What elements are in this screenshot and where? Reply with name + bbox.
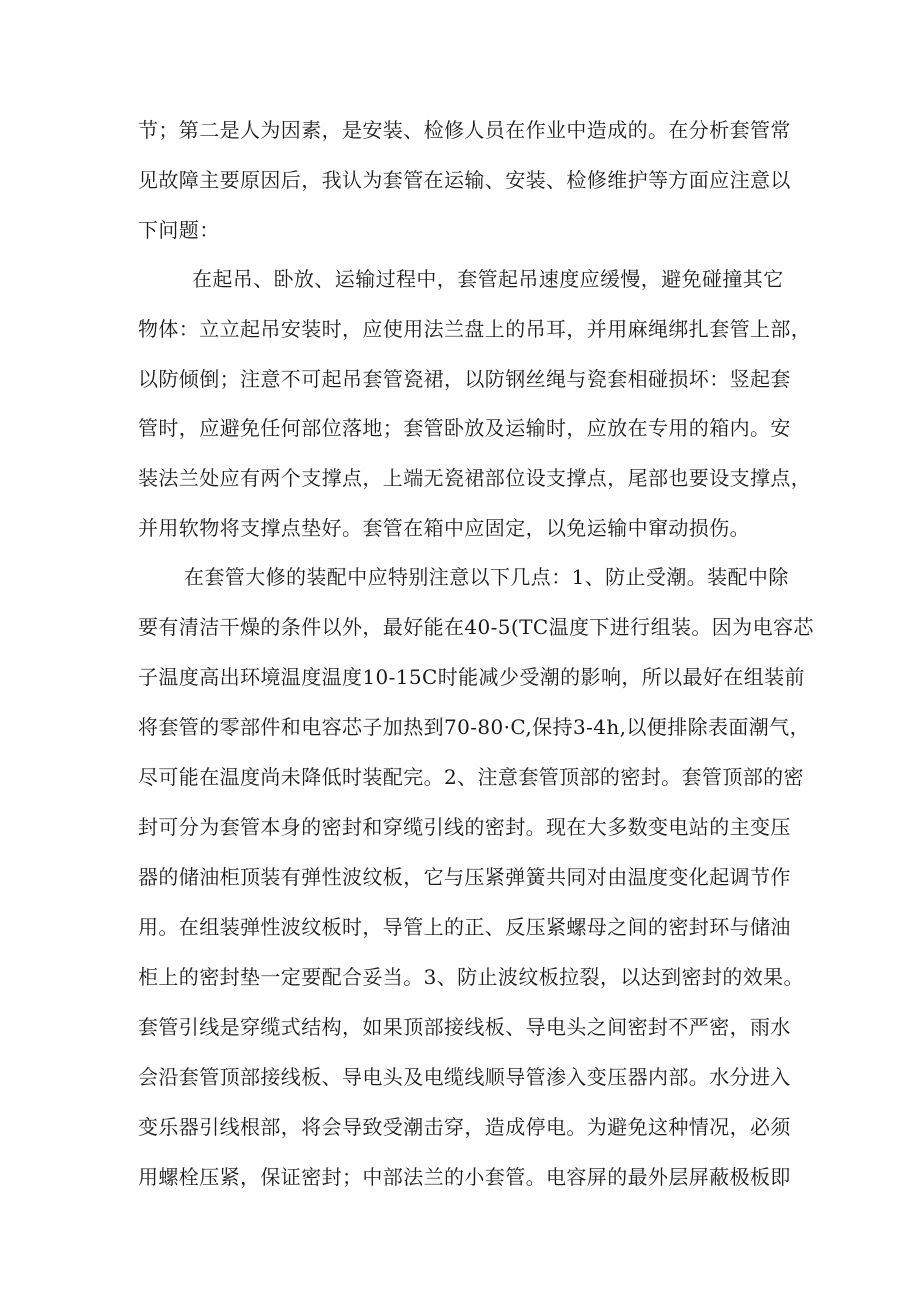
text-line: 管时，应避免任何部位落地；套管卧放及运输时，应放在专用的箱内。安 — [138, 416, 791, 440]
text-line: 封可分为套管本身的密封和穿缆引线的密封。现在大多数变电站的主变压 — [138, 815, 791, 839]
text-line: 用。在组装弹性波纹板时，导管上的正、反压紧螺母之间的密封环与储油 — [138, 915, 791, 939]
text-line: 节；第二是人为因素，是安装、检修人员在作业中造成的。在分析套管常 — [138, 118, 791, 142]
text-line: 会沿套管顶部接线板、导电头及电缆线顺导管渗入变压器内部。水分进入 — [138, 1065, 791, 1089]
text-line: 尽可能在温度尚未降低时装配完。2、注意套管顶部的密封。套管顶部的密 — [138, 765, 804, 789]
text-line: 要有清洁干燥的条件以外，最好能在40-5(TC温度下进行组装。因为电容芯 — [138, 615, 814, 639]
text-line: 见故障主要原因后，我认为套管在运输、安装、检修维护等方面应注意以 — [138, 168, 791, 192]
text-line: 装法兰处应有两个支撑点，上端无瓷裙部位设支撑点，尾部也要设支撑点， — [138, 466, 812, 490]
text-line: 套管引线是穿缆式结构，如果顶部接线板、导电头之间密封不严密，雨水 — [138, 1015, 791, 1039]
text-line: 将套管的零部件和电容芯子加热到70-80·C,保持3-4h,以便排除表面潮气， — [138, 715, 811, 739]
text-line: 柜上的密封垫一定要配合妥当。3、防止波纹板拉裂，以达到密封的效果。 — [138, 965, 804, 989]
text-line: 器的储油柜顶装有弹性波纹板，它与压紧弹簧共同对由温度变化起调节作 — [138, 865, 791, 889]
paragraph-first-line: 在起吊、卧放、运输过程中，套管起吊速度应缓慢，避免碰撞其它 — [192, 267, 784, 291]
text-line: 用螺栓压紧，保证密封；中部法兰的小套管。电容屏的最外层屏蔽极板即 — [138, 1165, 791, 1189]
text-line: 变乐器引线根部，将会导致受潮击穿，造成停电。为避免这种情况，必须 — [138, 1115, 791, 1139]
text-line: 并用软物将支撑点垫好。套管在箱中应固定，以免运输中窜动损伤。 — [138, 516, 750, 540]
text-line: 以防倾倒；注意不可起吊套管瓷裙，以防钢丝绳与瓷套相碰损坏：竖起套 — [138, 367, 791, 391]
text-line: 子温度高出环境温度温度10-15C时能减少受潮的影响，所以最好在组装前 — [138, 665, 805, 689]
text-line: 物体：立立起吊安装时，应使用法兰盘上的吊耳，并用麻绳绑扎套管上部， — [138, 317, 812, 341]
paragraph-first-line: 在套管大修的装配中应特别注意以下几点：1、防止受潮。装配中除 — [184, 565, 789, 589]
text-line: 下问题： — [138, 218, 220, 242]
